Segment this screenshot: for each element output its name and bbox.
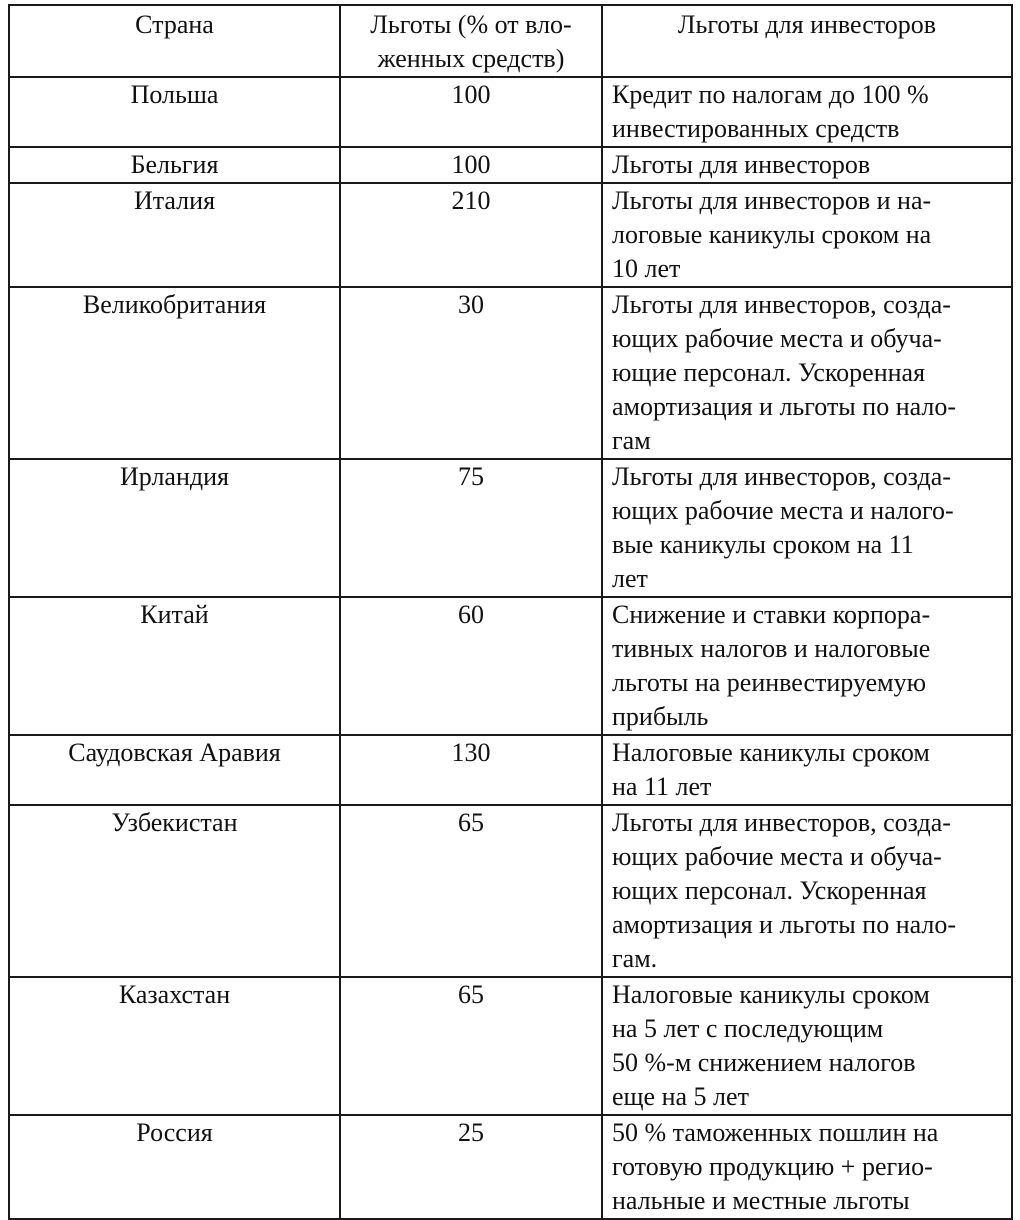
benefit-percent-cell: 25 <box>340 1115 602 1219</box>
country-cell: Китай <box>9 597 340 735</box>
table-row <box>9 77 1012 147</box>
country-cell: Польша <box>9 77 340 147</box>
country-cell: Саудовская Аравия <box>9 735 340 805</box>
benefit-percent-cell: 75 <box>340 459 602 597</box>
benefit-text-line: тивных налогов и налоговые <box>612 634 931 663</box>
benefit-text-line: Кредит по налогам до 100 % <box>612 80 929 109</box>
benefit-text-line: Налоговые каникулы сроком <box>612 738 930 767</box>
table-row <box>9 735 1012 805</box>
investor-benefits-cell <box>602 597 1012 735</box>
investor-benefits-cell <box>602 735 1012 805</box>
benefit-text-line: Льготы для инвесторов <box>612 150 871 179</box>
investment-benefits-table <box>8 4 1013 1220</box>
table-row <box>9 597 1012 735</box>
benefit-percent-cell: 65 <box>340 977 602 1115</box>
header-benefit-percent-line2: женных средств) <box>377 44 565 73</box>
benefit-text-line: 50 % таможенных пошлин на <box>612 1118 939 1147</box>
table-row <box>9 805 1012 977</box>
country-cell: Казахстан <box>9 977 340 1115</box>
benefit-text-line: ющих рабочие места и обуча- <box>612 842 942 871</box>
benefit-text-line: амортизация и льготы по нало- <box>612 910 957 939</box>
investor-benefits-cell <box>602 805 1012 977</box>
investor-benefits-cell <box>602 77 1012 147</box>
benefit-percent-cell: 210 <box>340 183 602 287</box>
benefit-text-line: нальные и местные льготы <box>612 1186 910 1215</box>
benefit-text-line: амортизация и льготы по нало- <box>612 392 957 421</box>
benefit-text-line: на 11 лет <box>612 772 712 801</box>
table-header-row <box>9 5 1012 77</box>
country-cell: Бельгия <box>9 147 340 183</box>
benefit-text-line: ющих рабочие места и обуча- <box>612 324 942 353</box>
benefit-text-line: Льготы для инвесторов, созда- <box>612 290 951 319</box>
table-body <box>9 77 1012 1219</box>
investor-benefits-cell <box>602 1115 1012 1219</box>
table-row <box>9 287 1012 459</box>
benefit-text-line: на 5 лет с последующим <box>612 1014 884 1043</box>
benefit-percent-cell: 100 <box>340 77 602 147</box>
investor-benefits-cell <box>602 147 1012 183</box>
country-cell: Россия <box>9 1115 340 1219</box>
benefit-text-line: ющие персонал. Ускоренная <box>612 358 926 387</box>
benefit-text-line: еще на 5 лет <box>612 1082 749 1111</box>
country-cell: Ирландия <box>9 459 340 597</box>
header-investor-benefits: Льготы для инвесторов <box>602 5 1012 77</box>
benefit-percent-cell: 100 <box>340 147 602 183</box>
benefit-text-line: Налоговые каникулы сроком <box>612 980 930 1009</box>
header-benefit-percent <box>340 5 602 77</box>
benefit-text-line: ющих персонал. Ускоренная <box>612 876 927 905</box>
benefit-text-line: льготы на реинвестируемую <box>612 668 927 697</box>
benefit-text-line: ющих рабочие места и налого- <box>612 496 954 525</box>
country-cell: Великобритания <box>9 287 340 459</box>
country-cell: Узбекистан <box>9 805 340 977</box>
benefit-text-line: готовую продукцию + регио- <box>612 1152 933 1181</box>
benefit-percent-cell: 30 <box>340 287 602 459</box>
benefit-text-line: вые каникулы сроком на 11 <box>612 530 914 559</box>
benefit-text-line: прибыль <box>612 702 709 731</box>
benefit-text-line: Льготы для инвесторов и на- <box>612 186 932 215</box>
table-row <box>9 459 1012 597</box>
benefit-text-line: Льготы для инвесторов, созда- <box>612 462 951 491</box>
investor-benefits-cell <box>602 459 1012 597</box>
benefit-text-line: Льготы для инвесторов, созда- <box>612 808 951 837</box>
investor-benefits-cell <box>602 183 1012 287</box>
table-row <box>9 1115 1012 1219</box>
benefit-percent-cell: 65 <box>340 805 602 977</box>
header-country: Страна <box>9 5 340 77</box>
benefit-text-line: лет <box>612 564 648 593</box>
benefit-text-line: инвестированных средств <box>612 114 900 143</box>
benefit-text-line: 10 лет <box>612 254 681 283</box>
table-row <box>9 977 1012 1115</box>
investor-benefits-cell <box>602 287 1012 459</box>
benefit-percent-cell: 130 <box>340 735 602 805</box>
table-row <box>9 183 1012 287</box>
country-cell: Италия <box>9 183 340 287</box>
header-benefit-percent-line1: Льготы (% от вло- <box>370 10 572 39</box>
benefit-percent-cell: 60 <box>340 597 602 735</box>
benefit-text-line: 50 %-м снижением налогов <box>612 1048 916 1077</box>
benefit-text-line: Снижение и ставки корпора- <box>612 600 931 629</box>
benefit-text-line: гам <box>612 426 651 455</box>
investor-benefits-cell <box>602 977 1012 1115</box>
benefit-text-line: гам. <box>612 944 658 973</box>
table-row <box>9 147 1012 183</box>
benefit-text-line: логовые каникулы сроком на <box>612 220 932 249</box>
